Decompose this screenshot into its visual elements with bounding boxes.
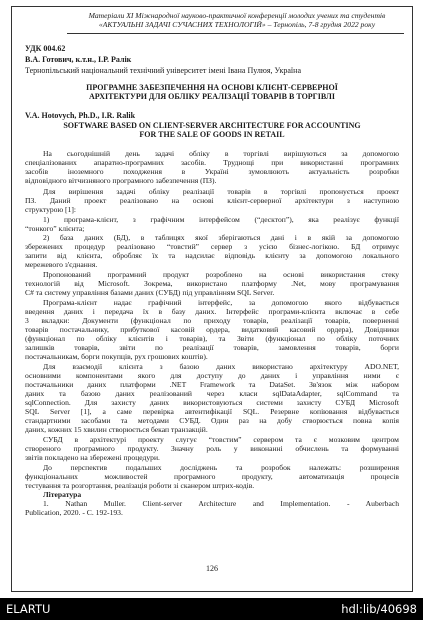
body-line: стандартними засобами та методами СУБД. Один раз на добу створюється повна копія [25,416,399,425]
body-line: sqlConnection. Для захисту даних використовуються системи захисту СУБД Microsoft [25,398,399,407]
references-heading: Література [43,490,82,499]
body-line: запити від клієнта, обробляє їх та надсилає відповідь клієнту за допомогою локального [25,251,399,260]
body-line: залишків товарів, звіти по реалізації товарів, замовлення товарів, борги [25,343,399,352]
conference-header-line-1: Матеріали XI Міжнародної науково-практичної конференції молодих учених та студентів [88,11,386,20]
body-line: технологій від Microsoft. Зокрема, використано платформу .Net, мову програмування [25,279,399,288]
body-line: товарів постачальнику, прибуткової касовій ордера, видатковий касовий ордера), Довідники [25,325,399,334]
body-line: Для вирішення задачі обліку реалізації товарів в торгівлі пропонується проект [43,187,399,196]
document-page [11,6,413,592]
body-line: мережевого з'єднання. [25,260,98,269]
title-ua-line-2: АРХІТЕКТУРИ ДЛЯ ОБЛІКУ РЕАЛІЗАЦІЇ ТОВАРІВ В ТОРГІВЛІ [89,92,335,101]
repository-name: ELARTU [6,602,51,616]
body-line: Програма-клієнт надає графічний інтерфейс, за допомогою якого відбувається [43,298,399,307]
body-paragraph-6 [25,435,399,462]
body-paragraph-3 [25,270,399,297]
body-line: відповідного вітчизняного програмного забезпечення (ПЗ). [25,176,217,185]
body-line: Для взаємодії клієнта з базою даних використано архітектуру ADO.NET, [43,362,399,371]
body-paragraph-2 [25,187,399,214]
affiliation: Тернопільський національний технічний університет імені Івана Пулюя, Україна [25,66,301,75]
body-line: “тонкого” клієнта; [25,224,85,233]
authors-ua: В.А. Готович, к.т.н., І.Р. Ралік [25,55,132,64]
body-line: постачальникам, борги покупців, рух грошових коштів). [25,352,208,361]
header-rule [67,33,404,34]
body-paragraph-5 [25,362,399,434]
conference-header-line-2: «АКТУАЛЬНІ ЗАДАЧІ СУЧАСНИХ ТЕХНОЛОГІЙ» – Тернопіль, 7-8 грудня 2022 року [98,20,376,29]
body-line: створеного програмного продукту. Значну роль у виконанні обчислень та формуванні [25,444,399,453]
reference-item-continued: Publication, 2020. - C. 192-193. [25,508,123,517]
body-line: збережених процедур реалізовано “товстий” сервер з усією бізнес-логікою. БД отримує [25,242,399,251]
body-paragraph-4 [25,298,399,361]
body-paragraph-7 [25,463,399,490]
authors-en: V.A. Hotovych, Ph.D., I.R. Ralik [25,111,136,120]
body-line: SQL Server [1], а саме перевірка автентифікації SQL. Резервне копіювання відбувається [25,407,399,416]
body-line: 2) база даних (БД), в таблицях якої зберігаються дані і в якій за допомогою [43,233,399,242]
references-section [25,490,399,517]
body-line: даних та базою даних реалізований через класи sqlDataAdapter, sqlCommand та [25,389,399,398]
body-line: До перспектив подальших досліджень та розробок належать: розширення [43,463,399,472]
body-paragraph-1 [25,149,399,185]
reference-item: 1. Nathan Muller. Client-server Architecture and Implementation. - Auberbach [43,499,399,508]
body-line: 3 вкладки: Документи (функціонал по приходу товарів, реалізації товарів, поверненні [25,316,399,325]
body-line: основними компонентами якого для доступу до даних і управління ними є [25,371,399,380]
body-line: засобів іноземного походження в Україні зумовлюють актуальність розробки [25,167,399,176]
body-line: (функціонал по обліку клієнтів і товарів), та Звіти (функціонал по обліку поточних [25,334,399,343]
body-line: введення даних і передача їх в базу даних. Інтерфейс програми-клієнта включає в себе [25,307,399,316]
udc-code: УДК 004.62 [25,44,66,53]
body-line: СУБД в архітектурі проекту слугує “товстим” сервером та є мозковим центром [43,435,399,444]
body-line: На сьогоднішній день задачі обліку в торгівлі вирішуються за допомогою [43,149,399,158]
body-line: Пропонований програмний продукт розроблено на основі використання стеку [43,270,399,279]
body-line: структурою [1]: [25,205,77,214]
title-en-line-1: SOFTWARE BASED ON CLIENT-SERVER ARCHITECTURE FOR ACCOUNTING [63,121,361,130]
body-list-item-1 [25,215,399,233]
body-line: спеціалізованих апаратно-програмних засобів. Труднощі при використанні програмних [25,158,399,167]
body-line: даних, кожних 15 хвилин створюється бекап транзакцій. [25,425,208,434]
title-ua-line-1: ПРОГРАМНЕ ЗАБЕЗПЕЧЕННЯ НА ОСНОВІ КЛІЄНТ-СЕРВЕРНОЇ [86,83,338,92]
page-number: 126 [206,564,218,573]
handle-id: hdl:lib/40698 [341,602,417,616]
body-line: звітів покладено на збережені процедури. [25,453,160,462]
footer-bar [0,598,423,620]
title-en-line-2: FOR THE SALE OF GOODS IN RETAIL [139,130,285,139]
body-line: постачальники даних платформи .NET Framework та DataSet. Зв'язок між набором [25,380,399,389]
body-line: 1) програма-клієнт, з графічним інтерфейсом (“десктоп”), яка реалізує функції [43,215,399,224]
body-line: функціональних можливостей програмного продукту, автоматизація процесів [25,472,399,481]
body-line: тестування та розгортання, реалізація роботи зі сканером штрих-кодів. [25,481,255,490]
body-line: C# та систему управління базами даних (СУБД) під управлінням SQL Server. [25,288,275,297]
body-list-item-2 [25,233,399,269]
body-line: ПЗ. Даний проект реалізовано на основі клієнт-серверної архітектури з наступною [25,196,399,205]
